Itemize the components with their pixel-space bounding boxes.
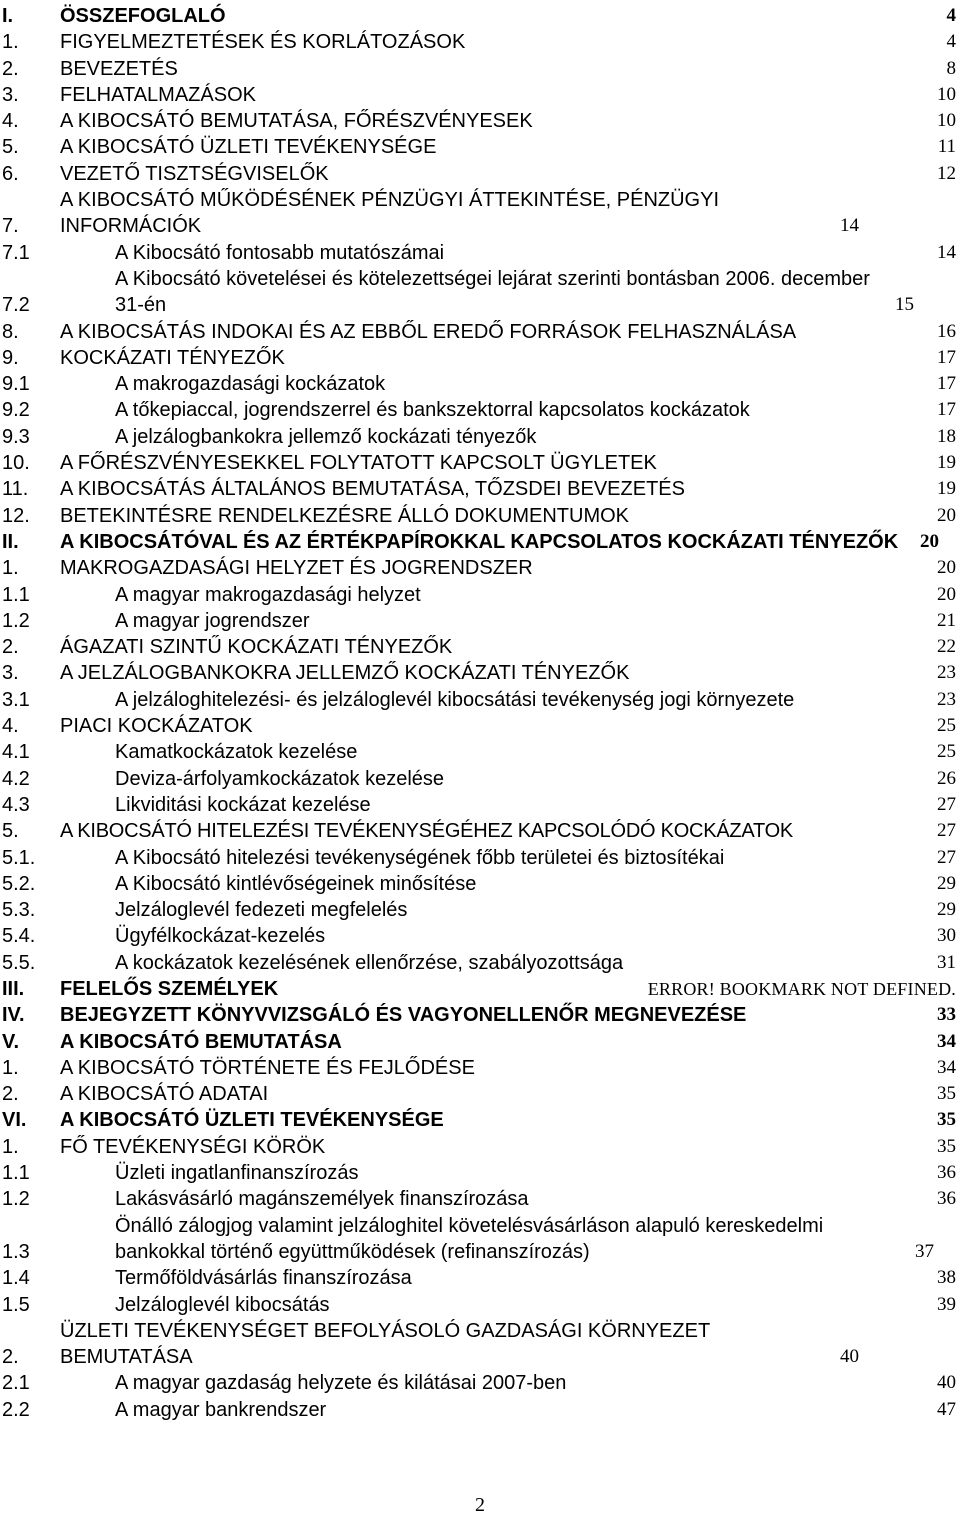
toc-entry[interactable] xyxy=(0,739,960,765)
toc-entry-page: 19 xyxy=(937,452,956,474)
toc-entry-page: 8 xyxy=(946,57,956,79)
toc-entry-page: 14 xyxy=(840,215,859,237)
toc-entry[interactable] xyxy=(0,397,960,423)
toc-entry[interactable] xyxy=(0,1002,960,1028)
toc-entry-page: 23 xyxy=(937,688,956,710)
toc-entry-page: 20 xyxy=(937,583,956,605)
toc-entry-title: BETEKINTÉSRE RENDELKEZÉSRE ÁLLÓ DOKUMENTUMOK xyxy=(60,504,630,527)
toc-entry-number: 6. xyxy=(2,162,19,185)
toc-entry-title: BEJEGYZETT KÖNYVVIZSGÁLÓ ÉS VAGYONELLENŐR MEGNEVEZÉSE xyxy=(60,1004,747,1027)
toc-entry[interactable] xyxy=(0,634,960,660)
toc-entry-number: IV. xyxy=(2,1004,25,1027)
toc-entry-title: FELELŐS SZEMÉLYEK xyxy=(60,977,279,1000)
toc-entry[interactable] xyxy=(0,187,960,240)
toc-entry-title: A KIBOCSÁTÁS ÁLTALÁNOS BEMUTATÁSA, TŐZSDEI BEVEZETÉS xyxy=(60,478,685,501)
toc-entry-title: A KIBOCSÁTÓ ADATAI xyxy=(60,1083,269,1106)
toc-entry-number: 2. xyxy=(2,636,19,659)
toc-entry-number: 5. xyxy=(2,136,19,159)
toc-entry-number: 5.5. xyxy=(2,951,36,974)
toc-entry-page: 12 xyxy=(937,162,956,184)
toc-entry-number: 5.2. xyxy=(2,872,36,895)
toc-entry[interactable] xyxy=(0,266,960,319)
toc-entry-title: Önálló zálogjog valamint jelzáloghitel követelésvásárláson alapuló kereskedelmi bankokkal történő együttműködések (refinanszírozás) xyxy=(115,1214,824,1263)
toc-entry[interactable] xyxy=(0,845,960,871)
toc-entry-number: 9.1 xyxy=(2,373,30,396)
toc-entry-page: 35 xyxy=(937,1109,956,1131)
toc-entry-title: A Kibocsátó kintlévőségeinek minősítése xyxy=(115,872,477,895)
toc-entry-title: A jelzálogbankokra jellemző kockázati tényezők xyxy=(115,425,537,448)
toc-entry-number: 3. xyxy=(2,83,19,106)
toc-entry-page: 34 xyxy=(937,1030,956,1052)
toc-entry-number: III. xyxy=(2,977,25,1000)
toc-entry[interactable] xyxy=(0,161,960,187)
toc-entry-page: 16 xyxy=(937,320,956,342)
toc-entry-page: 35 xyxy=(937,1135,956,1157)
toc-entry[interactable] xyxy=(0,529,960,555)
toc-entry-title: A FŐRÉSZVÉNYESEKKEL FOLYTATOTT KAPCSOLT ÜGYLETEK xyxy=(60,452,657,475)
toc-entry-number: 3. xyxy=(2,662,19,685)
toc-entry[interactable] xyxy=(0,371,960,397)
toc-entry-page: 17 xyxy=(937,346,956,368)
toc-entry[interactable] xyxy=(0,108,960,134)
toc-entry-page: 18 xyxy=(937,425,956,447)
toc-entry[interactable] xyxy=(0,1186,960,1212)
toc-entry-page: 34 xyxy=(937,1056,956,1078)
toc-entry-number: 2. xyxy=(2,1083,19,1106)
toc-entry-page: 29 xyxy=(937,899,956,921)
toc-entry-page: 30 xyxy=(937,925,956,947)
toc-entry[interactable] xyxy=(0,1107,960,1133)
toc-entry-page: 29 xyxy=(937,872,956,894)
toc-entry-page: 33 xyxy=(937,1004,956,1026)
toc-entry-number: 1.4 xyxy=(2,1267,30,1290)
toc-entry-title: A KIBOCSÁTÓVAL ÉS AZ ÉRTÉKPAPÍROKKAL KAPCSOLATOS KOCKÁZATI TÉNYEZŐK xyxy=(60,530,899,553)
toc-entry-page: 17 xyxy=(937,373,956,395)
toc-entry[interactable] xyxy=(0,1265,960,1291)
toc-entry-title: A KIBOCSÁTÓ HITELEZÉSI TEVÉKENYSÉGÉHEZ KAPCSOLÓDÓ KOCKÁZATOK xyxy=(60,820,793,843)
toc-entry[interactable] xyxy=(0,56,960,82)
toc-entry[interactable] xyxy=(0,345,960,371)
toc-entry-page: 4 xyxy=(946,5,956,26)
toc-entry-page: 37 xyxy=(915,1240,934,1262)
toc-entry-page: 38 xyxy=(937,1267,956,1289)
toc-entry[interactable] xyxy=(0,897,960,923)
toc-entry-number: 1. xyxy=(2,557,19,580)
toc-entry-page: 15 xyxy=(895,294,914,316)
toc-entry-title: Jelzáloglevél fedezeti megfelelés xyxy=(115,899,408,922)
toc-entry-title: ÁGAZATI SZINTŰ KOCKÁZATI TÉNYEZŐK xyxy=(60,636,453,659)
toc-entry-number: 7. xyxy=(2,215,19,238)
toc-entry-title: A magyar makrogazdasági helyzet xyxy=(115,583,421,606)
toc-entry[interactable] xyxy=(0,1160,960,1186)
toc-entry-title: A Kibocsátó követelései és kötelezettségei lejárat szerinti bontásban 2006. december 31-én xyxy=(115,267,870,317)
toc-entry[interactable] xyxy=(0,1318,960,1371)
toc-entry-page: 31 xyxy=(937,951,956,973)
toc-entry[interactable] xyxy=(0,1292,960,1318)
toc-entry-number: 3.1 xyxy=(2,688,30,711)
toc-entry-title: Üzleti ingatlanfinanszírozás xyxy=(115,1162,359,1185)
toc-entry-page: 40 xyxy=(937,1372,956,1394)
toc-entry-title: VEZETŐ TISZTSÉGVISELŐK xyxy=(60,162,329,185)
toc-entry[interactable] xyxy=(0,608,960,634)
toc-entry[interactable] xyxy=(0,3,960,29)
toc-entry[interactable] xyxy=(0,1081,960,1107)
toc-entry-number: 8. xyxy=(2,320,19,343)
toc-entry-page: ERROR! BOOKMARK NOT DEFINED. xyxy=(647,978,956,999)
toc-entry-page: 17 xyxy=(937,399,956,421)
toc-entry-page: 23 xyxy=(937,662,956,684)
toc-entry[interactable] xyxy=(0,29,960,55)
toc-entry-number: 1.1 xyxy=(2,1162,30,1185)
toc-entry-number: 5.3. xyxy=(2,899,36,922)
toc-entry[interactable] xyxy=(0,1397,960,1423)
toc-entry-number: 5.1. xyxy=(2,846,36,869)
toc-entry-number: 4.1 xyxy=(2,741,30,764)
toc-entry-title: FELHATALMAZÁSOK xyxy=(60,83,256,106)
toc-entry[interactable] xyxy=(0,923,960,949)
toc-entry-number: 4.2 xyxy=(2,767,30,790)
toc-entry[interactable] xyxy=(0,687,960,713)
toc-entry-title: A KIBOCSÁTÓ MŰKÖDÉSÉNEK PÉNZÜGYI ÁTTEKINTÉSE, PÉNZÜGYI INFORMÁCIÓK xyxy=(60,189,720,238)
toc-entry[interactable] xyxy=(0,766,960,792)
toc-entry[interactable] xyxy=(0,82,960,108)
toc-entry-number: 11. xyxy=(2,478,29,501)
toc-entry-title: A tőkepiaccal, jogrendszerrel és bankszektorral kapcsolatos kockázatok xyxy=(115,399,750,422)
toc-entry-title: A Kibocsátó fontosabb mutatószámai xyxy=(115,241,445,264)
toc-entry-title: MAKROGAZDASÁGI HELYZET ÉS JOGRENDSZER xyxy=(60,557,533,580)
toc-entry-title: A KIBOCSÁTÓ BEMUTATÁSA xyxy=(60,1030,342,1053)
toc-entry-page: 36 xyxy=(937,1162,956,1184)
toc-entry[interactable] xyxy=(0,555,960,581)
toc-entry-title: ÜZLETI TEVÉKENYSÉGET BEFOLYÁSOLÓ GAZDASÁGI KÖRNYEZET BEMUTATÁSA xyxy=(60,1319,710,1369)
toc-entry-page: 11 xyxy=(937,136,956,158)
toc-entry-number: 1. xyxy=(2,31,19,54)
toc-entry-page: 36 xyxy=(937,1188,956,1210)
toc-entry[interactable] xyxy=(0,424,960,450)
toc-entry[interactable] xyxy=(0,476,960,502)
toc-entry-page: 21 xyxy=(937,609,956,631)
toc-entry-title: Likviditási kockázat kezelése xyxy=(115,793,371,816)
toc-entry-number: 1.2 xyxy=(2,609,30,632)
toc-entry-title: A KIBOCSÁTÓ ÜZLETI TEVÉKENYSÉGE xyxy=(60,136,437,159)
toc-entry-number: V. xyxy=(2,1030,20,1053)
toc-entry-title: A jelzáloghitelezési- és jelzáloglevél kibocsátási tevékenység jogi környezete xyxy=(115,688,795,711)
toc-entry-number: 2. xyxy=(2,57,19,80)
toc-entry-title: FŐ TEVÉKENYSÉGI KÖRÖK xyxy=(60,1135,326,1158)
toc-entry-page: 25 xyxy=(937,741,956,763)
toc-entry[interactable] xyxy=(0,1213,960,1266)
toc-entry-title: A KIBOCSÁTÁS INDOKAI ÉS AZ EBBŐL EREDŐ FORRÁSOK FELHASZNÁLÁSA xyxy=(60,320,797,343)
toc-entry-page: 27 xyxy=(937,820,956,842)
toc-entry-number: 1. xyxy=(2,1056,19,1079)
toc-entry-title: A JELZÁLOGBANKOKRA JELLEMZŐ KOCKÁZATI TÉNYEZŐK xyxy=(60,662,630,685)
toc-entry[interactable] xyxy=(0,1370,960,1396)
toc-entry-page: 19 xyxy=(937,478,956,500)
toc-entry-number: 1.3 xyxy=(2,1240,30,1263)
toc-entry-title: FIGYELMEZTETÉSEK ÉS KORLÁTOZÁSOK xyxy=(60,31,466,54)
toc-entry-number: 1.1 xyxy=(2,583,30,606)
toc-entry-number: 7.2 xyxy=(2,294,30,317)
toc-entry-title: Lakásvásárló magánszemélyek finanszírozása xyxy=(115,1188,529,1211)
toc-entry-number: 5.4. xyxy=(2,925,36,948)
toc-entry-page: 14 xyxy=(937,241,956,263)
toc-entry[interactable] xyxy=(0,713,960,739)
toc-entry-number: 1. xyxy=(2,1135,19,1158)
toc-entry-page: 20 xyxy=(920,530,939,552)
toc-entry-number: VI. xyxy=(2,1109,27,1132)
toc-entry-number: 9. xyxy=(2,346,19,369)
toc-entry[interactable] xyxy=(0,660,960,686)
toc-entry-title: ÖSSZEFOGLALÓ xyxy=(60,5,226,27)
toc-entry-number: 12. xyxy=(2,504,30,527)
toc-entry[interactable] xyxy=(0,792,960,818)
toc-entry-title: BEVEZETÉS xyxy=(60,57,178,80)
toc-entry-page: 47 xyxy=(937,1398,956,1420)
toc-entry[interactable] xyxy=(0,319,960,345)
toc-entry-number: 7.1 xyxy=(2,241,30,264)
toc-entry-title: A magyar jogrendszer xyxy=(115,609,310,632)
toc-entry-number: 1.2 xyxy=(2,1188,30,1211)
toc-entry-title: A KIBOCSÁTÓ TÖRTÉNETE ÉS FEJLŐDÉSE xyxy=(60,1056,475,1079)
toc-entry-number: 9.3 xyxy=(2,425,30,448)
toc-entry[interactable] xyxy=(0,134,960,160)
toc-entry-title: A makrogazdasági kockázatok xyxy=(115,373,386,396)
toc-entry-number: II. xyxy=(2,530,19,553)
toc-entry-title: A magyar gazdaság helyzete és kilátásai 2007-ben xyxy=(115,1372,567,1395)
toc-entry[interactable] xyxy=(0,1029,960,1055)
toc-entry-title: A Kibocsátó hitelezési tevékenységének főbb területei és biztosítékai xyxy=(115,846,725,869)
toc-entry[interactable] xyxy=(0,871,960,897)
toc-entry-number: 9.2 xyxy=(2,399,30,422)
toc-entry-title: Kamatkockázatok kezelése xyxy=(115,741,358,764)
toc-entry-page: 20 xyxy=(937,504,956,526)
toc-entry-number: I. xyxy=(2,5,14,27)
table-of-contents xyxy=(0,3,960,1423)
toc-entry-title: A kockázatok kezelésének ellenőrzése, szabályozottsága xyxy=(115,951,624,974)
toc-entry[interactable] xyxy=(0,1134,960,1160)
toc-entry[interactable] xyxy=(0,1055,960,1081)
toc-entry-title: A magyar bankrendszer xyxy=(115,1398,327,1421)
toc-entry[interactable] xyxy=(0,503,960,529)
toc-entry-title: A KIBOCSÁTÓ ÜZLETI TEVÉKENYSÉGE xyxy=(60,1109,444,1132)
toc-entry-page: 27 xyxy=(937,793,956,815)
toc-entry-page: 40 xyxy=(840,1346,859,1368)
toc-entry-title: Deviza-árfolyamkockázatok kezelése xyxy=(115,767,445,790)
toc-entry-page: 4 xyxy=(946,31,956,53)
toc-entry-page: 22 xyxy=(937,636,956,658)
toc-entry-page: 25 xyxy=(937,715,956,737)
toc-entry-number: 4. xyxy=(2,715,19,738)
toc-entry-title: A KIBOCSÁTÓ BEMUTATÁSA, FŐRÉSZVÉNYESEK xyxy=(60,110,533,133)
toc-entry-page: 27 xyxy=(937,846,956,868)
toc-entry-number: 4. xyxy=(2,110,19,133)
toc-entry-page: 20 xyxy=(937,557,956,579)
toc-entry[interactable] xyxy=(0,976,960,1002)
toc-entry-page: 39 xyxy=(937,1293,956,1315)
toc-entry-page: 10 xyxy=(937,110,956,132)
toc-entry-title: KOCKÁZATI TÉNYEZŐK xyxy=(60,346,285,369)
toc-entry-page: 35 xyxy=(937,1083,956,1105)
toc-entry-page: 26 xyxy=(937,767,956,789)
toc-entry-number: 2.1 xyxy=(2,1372,30,1395)
toc-entry-title: Ügyfélkockázat-kezelés xyxy=(115,925,326,948)
toc-entry[interactable] xyxy=(0,818,960,844)
toc-entry-number: 5. xyxy=(2,820,19,843)
toc-entry-number: 2.2 xyxy=(2,1398,30,1421)
toc-entry-number: 4.3 xyxy=(2,793,30,816)
toc-entry[interactable] xyxy=(0,582,960,608)
toc-entry-title: Termőföldvásárlás finanszírozása xyxy=(115,1267,412,1290)
toc-entry-number: 1.5 xyxy=(2,1293,30,1316)
toc-entry[interactable] xyxy=(0,450,960,476)
toc-entry-title: PIACI KOCKÁZATOK xyxy=(60,715,253,738)
toc-entry-page: 10 xyxy=(937,83,956,105)
toc-entry-number: 2. xyxy=(2,1346,19,1369)
toc-entry-title: Jelzáloglevél kibocsátás xyxy=(115,1293,330,1316)
toc-entry[interactable] xyxy=(0,950,960,976)
page-number: 2 xyxy=(475,1494,485,1516)
toc-entry-number: 10. xyxy=(2,452,30,475)
toc-entry[interactable] xyxy=(0,240,960,266)
